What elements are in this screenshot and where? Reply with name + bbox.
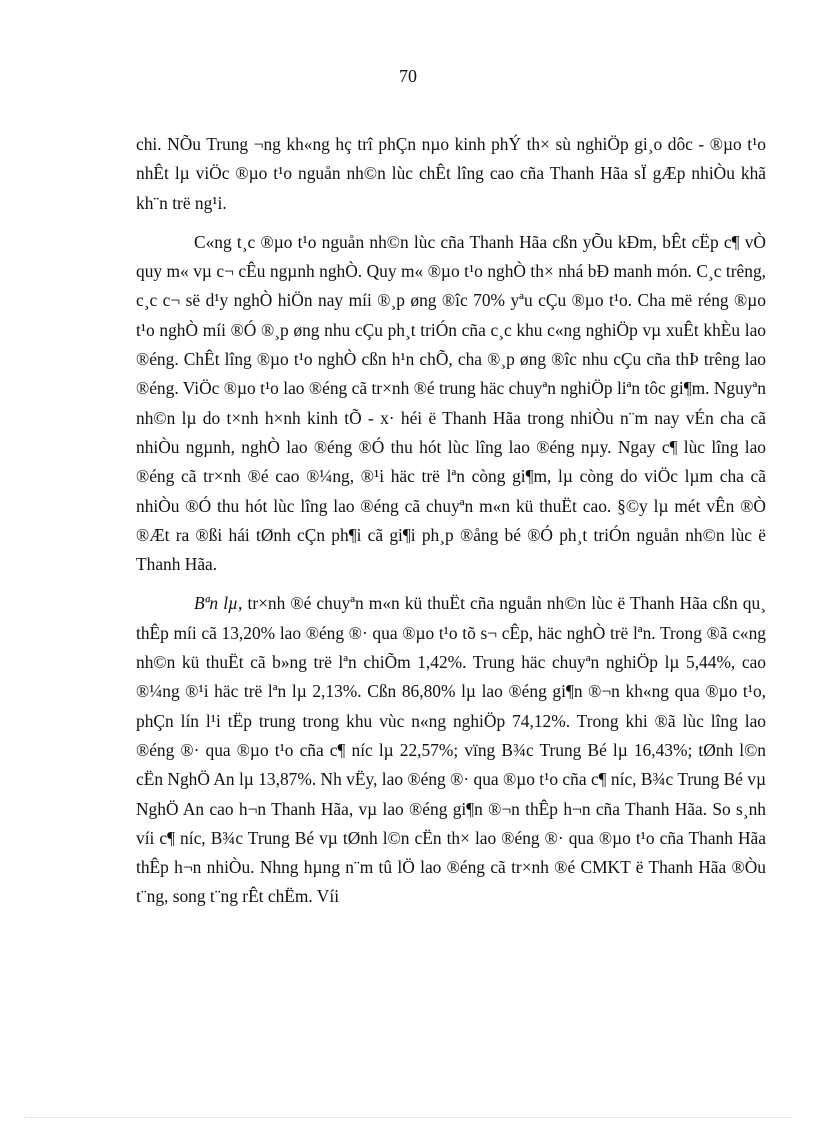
paragraph: chi. NÕu Trung ¬ng kh«ng hç trî phÇn nµo kinh phÝ th× sù nghiÖp gi¸o dôc - ®µo t¹o nhÊt lµ viÖc ®µo t¹o nguån nh©n lùc chÊt lîng cao cña Thanh Hãa sÏ gÆp nhiÒu khã kh¨n trë ng¹i.: [136, 134, 766, 213]
paragraph-body: tr×nh ®é chuyªn m«n kü thuËt cña nguån nh©n lùc ë Thanh Hãa cßn qu¸ thÊp míi cã 13,20% lao ®éng ®· qua ®µo t¹o tõ s¬ cÊp, häc nghÒ trë lªn. Trong ®ã c«ng nh©n kü thuËt cã b»ng trë lªn chiÕm 1,42%. Trung häc chuyªn nghiÖp lµ 5,44%, cao ®¼ng ®¹i häc trë lªn lµ 2,13%. Cßn 86,80% lµ lao ®éng gi¶n ®¬n kh«ng qua ®µo t¹o, phÇn lín l¹i tËp trung trong khu vùc n«ng nghiÖp 74,12%. Trong khi ®ã lùc lîng lao ®éng ®· qua ®µo t¹o cña c¶ níc lµ 22,57%; vïng B¾c Trung Bé lµ 16,43%; tØnh l©n cËn NghÖ An lµ 13,87%. Nh vËy, lao ®éng ®· qua ®µo t¹o cña c¶ níc, B¾c Trung Bé vµ NghÖ An cao h¬n Thanh Hãa, vµ lao ®éng gi¶n ®¬n thÊp h¬n cña Thanh Hãa. So s¸nh víi c¶ níc, B¾c Trung Bé vµ tØnh l©n cËn th× lao ®éng ®· qua ®µo t¹o cña Thanh Hãa thÊp h¬n nhiÒu. Nhng hµng n¨m tû lÖ lao ®éng cã tr×nh ®é CMKT ë Thanh Hãa ®Òu t¨ng, song t¨ng rÊt chËm. Víi: [136, 593, 766, 907]
paragraph: [136, 589, 766, 911]
paragraph-lead: Bªn lµ,: [194, 593, 243, 614]
body-text: [136, 130, 766, 912]
page-number: 70: [399, 66, 417, 86]
page-bottom-border: [24, 1117, 792, 1118]
paragraph: C«ng t¸c ®µo t¹o nguån nh©n lùc cña Thanh Hãa cßn yÕu kÐm, bÊt cËp c¶ vÒ quy m« vµ c¬ cÊu ngµnh nghÒ. Quy m« ®µo t¹o nghÒ th× nhá bÐ manh món. C¸c trêng, c¸c c¬ së d¹y nghÒ hiÖn nay míi ®¸p øng ®îc 70% yªu cÇu ®µo t¹o. Cha më réng ®µo t¹o nghÒ míi ®Ó ®¸p øng nhu cÇu ph¸t triÓn cña c¸c khu c«ng nghiÖp vµ xuÊt khÈu lao ®éng. ChÊt lîng ®µo t¹o nghÒ cßn h¹n chÕ, cha ®¸p øng ®îc nhu cÇu cña thÞ trêng lao ®éng. ViÖc ®µo t¹o lao ®éng cã tr×nh ®é trung häc chuyªn nghiÖp liªn tôc gi¶m. Nguyªn nh©n lµ do t×nh h×nh kinh tÕ - x· héi ë Thanh Hãa trong nhiÒu n¨m nay vÉn cha cã nhiÒu ngµnh, nghÒ lao ®éng ®Ó thu hót lùc lîng lao ®éng nµy. Ngay c¶ lùc lîng lao ®éng cã tr×nh ®é cao ®¼ng, ®¹i häc trë lªn còng gi¶m, lµ còng do viÖc lµm cha cã nhiÒu ®Ó thu hót lùc lîng lao ®éng cã chuyªn m«n kü thuËt cao. §©y lµ mét vÊn ®Ò ®Æt ra ®ßi hái tØnh cÇn ph¶i cã gi¶i ph¸p ®ång bé ®Ó ph¸t triÓn nguån nh©n lùc ë Thanh Hãa.: [136, 231, 766, 575]
